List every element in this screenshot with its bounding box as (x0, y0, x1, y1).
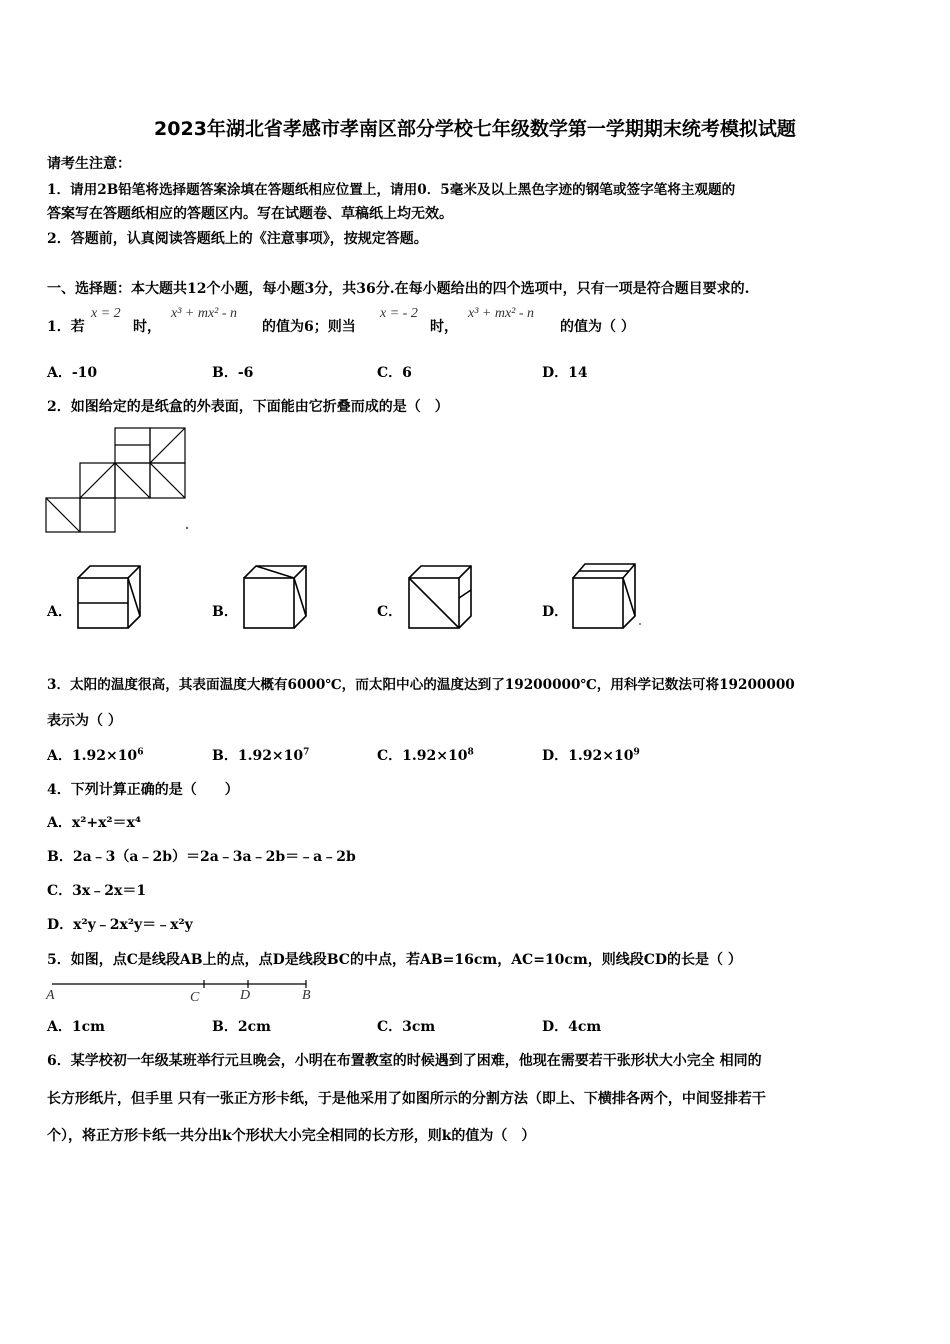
q1-text-3: 的值为6；则当 (262, 319, 356, 335)
q3-option-b-label: B．1.92×10 (212, 748, 304, 764)
q3-option-c[interactable] (377, 745, 474, 765)
q1-text-4: 时， (430, 319, 458, 335)
q1-text-5: 的值为（ ） (560, 319, 635, 335)
q3-option-a-exponent: 6 (137, 747, 144, 758)
q3-option-d-exponent: 9 (633, 747, 640, 758)
q1-math-1: x = 2 (91, 306, 121, 321)
q1-option-c[interactable]: C．6 (377, 365, 412, 381)
net-face-mid-left-diagonal (80, 463, 115, 498)
q5-option-b[interactable]: B．2cm (212, 1019, 271, 1035)
q5-stem: 5．如图，点C是线段AB上的点，点D是线段BC的中点，若AB=16cm，AC=10cm，则线段CD的长是（ ） (47, 952, 742, 968)
cube-net-figure (44, 424, 194, 536)
q4-option-d[interactable]: D．x²y﹣2x²y＝﹣x²y (47, 917, 193, 933)
q3-stem-line-2: 表示为（ ） (47, 713, 122, 729)
q5-option-d[interactable]: D．4cm (542, 1019, 602, 1035)
q6-stem-line-1: 6．某学校初一年级某班举行元旦晚会，小明在布置教室的时候遇到了困难，他现在需要若干张形状大小完全 相同的 (47, 1053, 762, 1069)
net-marker-dot (186, 527, 188, 529)
segment-figure (44, 976, 324, 1006)
q2-option-a-cube[interactable] (74, 562, 144, 630)
q4-option-a[interactable]: A．x²+x²＝x⁴ (47, 815, 142, 831)
notice-heading: 请考生注意： (47, 156, 131, 172)
q2-option-d-label[interactable]: D． (542, 604, 569, 620)
q5-option-a[interactable]: A．1cm (47, 1019, 105, 1035)
point-label-a: A (46, 988, 55, 1003)
q3-option-b[interactable] (212, 745, 309, 765)
q2-option-c-cube[interactable] (405, 562, 477, 632)
net-face-bottom-left-diagonal (46, 498, 80, 532)
q1-text-1: 1．若 (47, 319, 85, 335)
notice-line-1a: 1．请用2B铅笔将选择题答案涂填在答题纸相应位置上，请用0．5毫米及以上黑色字迹的钢笔或签字笔将主观题的 (47, 182, 736, 198)
net-face-mid-right-diagonal (150, 463, 185, 498)
q2-option-b-cube[interactable] (240, 562, 310, 630)
q6-stem-line-2: 长方形纸片，但手里 只有一张正方形卡纸，于是他采用了如图所示的分割方法（即上、下横排各两个，中间竖排若干 (47, 1091, 766, 1107)
q3-option-c-label: C．1.92×10 (377, 748, 468, 764)
page-title: 2023年湖北省孝感市孝南区部分学校七年级数学第一学期期末统考模拟试题 (154, 118, 796, 140)
q2-option-b-label[interactable]: B． (212, 604, 238, 620)
q5-option-c[interactable]: C．3cm (377, 1019, 436, 1035)
q2-stem: 2．如图给定的是纸盒的外表面，下面能由它折叠而成的是（ ） (47, 399, 449, 415)
net-face-top-right-diagonal (150, 428, 185, 463)
point-label-d: D (240, 988, 251, 1003)
q3-stem-line-1: 3．太阳的温度很高，其表面温度大概有6000℃，而太阳中心的温度达到了19200000℃，用科学记数法可将19200000 (47, 677, 795, 693)
point-label-b: B (302, 988, 311, 1003)
q6-stem-line-3: 个），将正方形卡纸一共分出k个形状大小完全相同的长方形，则k的值为（ ） (47, 1128, 536, 1144)
q1-option-d[interactable]: D．14 (542, 365, 588, 381)
q3-option-a[interactable] (47, 745, 143, 765)
q1-option-a[interactable]: A．-10 (47, 365, 98, 381)
point-label-c: C (190, 990, 200, 1005)
q3-option-c-exponent: 8 (467, 747, 474, 758)
q1-math-4: x³ + mx² - n (468, 306, 535, 321)
q3-option-d-label: D．1.92×10 (542, 748, 634, 764)
section-heading: 一、选择题：本大题共12个小题，每小题3分，共36分.在每小题给出的四个选项中，只有一项是符合题目要求的. (47, 281, 750, 297)
q1-math-2: x³ + mx² - n (171, 306, 238, 321)
q2-option-c-label[interactable]: C． (377, 604, 403, 620)
q1-text-2: 时， (133, 319, 161, 335)
q3-option-d[interactable] (542, 745, 640, 765)
q2-option-d-cube[interactable] (569, 560, 645, 630)
q1-math-3: x = - 2 (380, 306, 418, 321)
q4-option-b[interactable]: B．2a﹣3（a﹣2b）＝2a﹣3a﹣2b＝﹣a﹣2b (47, 849, 356, 865)
q3-option-b-exponent: 7 (303, 747, 310, 758)
net-face-mid-center-diagonal (115, 463, 150, 498)
q1-option-b[interactable]: B．-6 (212, 365, 254, 381)
q4-stem: 4．下列计算正确的是（ ） (47, 782, 239, 798)
q3-option-a-label: A．1.92×10 (47, 748, 138, 764)
net-face-bottom-right (80, 498, 115, 532)
q4-option-c[interactable]: C．3x﹣2x＝1 (47, 883, 147, 899)
notice-line-1b: 答案写在答题纸相应的答题区内。写在试题卷、草稿纸上均无效。 (47, 206, 453, 222)
q2-option-a-label[interactable]: A． (47, 604, 72, 620)
notice-line-2: 2．答题前，认真阅读答题纸上的《注意事项》，按规定答题。 (47, 231, 428, 247)
